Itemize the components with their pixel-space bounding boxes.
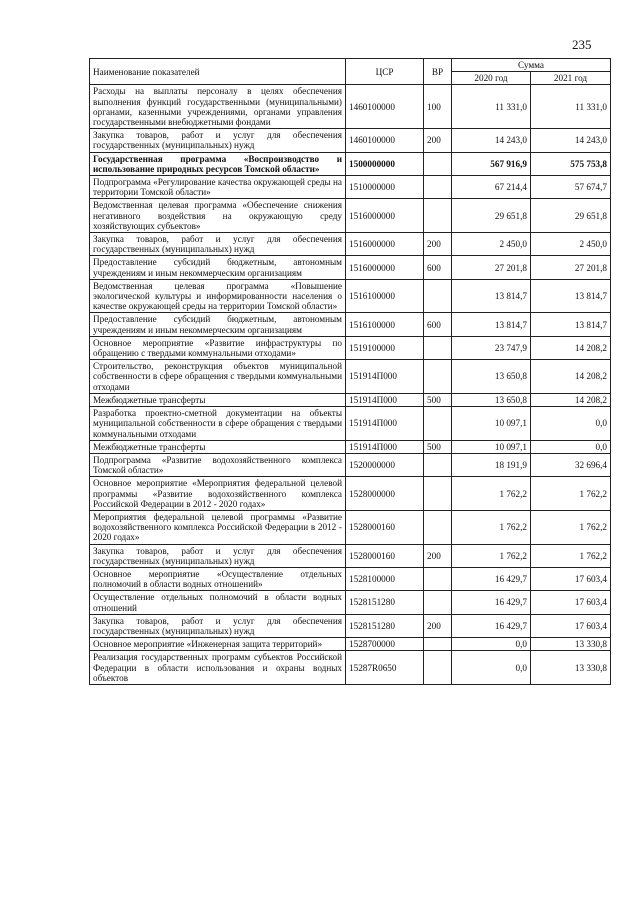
row-csr: 1519100000 xyxy=(346,336,424,359)
row-csr: 1460100000 xyxy=(346,85,424,129)
row-sum-2020: 67 214,4 xyxy=(452,176,531,199)
row-sum-2020: 29 651,8 xyxy=(452,199,531,233)
header-name: Наименование показателей xyxy=(90,59,346,85)
row-sum-2020: 13 814,7 xyxy=(452,313,531,336)
row-vr: 200 xyxy=(424,544,452,567)
row-csr: 15287R0650 xyxy=(346,651,424,685)
row-csr: 1528000160 xyxy=(346,544,424,567)
table-row xyxy=(90,233,611,256)
table-row xyxy=(90,199,611,233)
header-row xyxy=(90,59,611,72)
row-name: Ведомственная целевая программа «Обеспечение снижения негативного воздействия на окружающую среду хозяйствующих субъектов» xyxy=(90,199,346,233)
row-csr: 1510000000 xyxy=(346,176,424,199)
row-sum-2021: 2 450,0 xyxy=(531,233,611,256)
row-vr xyxy=(424,567,452,590)
row-sum-2021: 0,0 xyxy=(531,440,611,453)
page-number: 235 xyxy=(572,37,592,52)
table-row xyxy=(90,313,611,336)
row-sum-2020: 13 814,7 xyxy=(452,279,531,313)
row-sum-2021: 1 762,2 xyxy=(531,510,611,544)
row-csr: 151914П000 xyxy=(346,393,424,406)
row-sum-2021: 17 603,4 xyxy=(531,591,611,614)
row-csr: 1500000000 xyxy=(346,152,424,175)
row-csr: 151914П000 xyxy=(346,440,424,453)
row-csr: 1520000000 xyxy=(346,453,424,476)
row-sum-2020: 14 243,0 xyxy=(452,129,531,152)
table-row xyxy=(90,256,611,279)
header-csr: ЦСР xyxy=(346,59,424,85)
row-name: Основное мероприятие «Мероприятия федеральной целевой программы «Развитие водохозяйственного комплекса Российской Федерации в 2012 - 2020 годах» xyxy=(90,477,346,511)
row-name: Разработка проектно-сметной документации на объекты муниципальной собственности в сфере обращения с твердыми коммунальными отходами xyxy=(90,407,346,441)
table-row xyxy=(90,638,611,651)
row-sum-2020: 0,0 xyxy=(452,638,531,651)
row-sum-2021: 14 208,2 xyxy=(531,360,611,394)
row-name: Реализация государственных программ субъектов Российской Федерации в области использования и охраны водных объектов xyxy=(90,651,346,685)
row-name: Строительство, реконструкция объектов муниципальной собственности в сфере обращения с твердыми коммунальными отходами xyxy=(90,360,346,394)
table-row xyxy=(90,279,611,313)
row-vr: 500 xyxy=(424,393,452,406)
table-row xyxy=(90,453,611,476)
row-name: Основное мероприятие «Инженерная защита территорий» xyxy=(90,638,346,651)
row-sum-2021: 14 208,2 xyxy=(531,336,611,359)
row-sum-2021: 57 674,7 xyxy=(531,176,611,199)
row-sum-2021: 17 603,4 xyxy=(531,567,611,590)
row-csr: 1516000000 xyxy=(346,199,424,233)
row-csr: 1528000160 xyxy=(346,510,424,544)
table-row xyxy=(90,152,611,175)
table-row xyxy=(90,544,611,567)
table-row xyxy=(90,176,611,199)
row-name: Ведомственная целевая программа «Повышение экологической культуры и информированности населения о качестве окружающей среды на территории Томской области» xyxy=(90,279,346,313)
row-name: Закупка товаров, работ и услуг для обеспечения государственных (муниципальных) нужд xyxy=(90,233,346,256)
row-vr xyxy=(424,279,452,313)
row-vr xyxy=(424,360,452,394)
row-sum-2021: 13 330,8 xyxy=(531,651,611,685)
row-vr: 100 xyxy=(424,85,452,129)
row-name: Подпрограмма «Развитие водохозяйственного комплекса Томской области» xyxy=(90,453,346,476)
row-vr xyxy=(424,199,452,233)
row-vr: 200 xyxy=(424,233,452,256)
row-sum-2021: 13 330,8 xyxy=(531,638,611,651)
row-vr: 600 xyxy=(424,256,452,279)
row-sum-2021: 11 331,0 xyxy=(531,85,611,129)
row-sum-2021: 14 243,0 xyxy=(531,129,611,152)
row-csr: 1460100000 xyxy=(346,129,424,152)
row-sum-2021: 14 208,2 xyxy=(531,393,611,406)
table-row xyxy=(90,129,611,152)
row-sum-2021: 29 651,8 xyxy=(531,199,611,233)
row-sum-2020: 13 650,8 xyxy=(452,360,531,394)
header-sum: Сумма xyxy=(452,59,611,72)
row-name: Расходы на выплаты персоналу в целях обеспечения выполнения функций государственными (муниципальными) органами, казенными учреждениями, органами управления государственными внебюджетными фондами xyxy=(90,85,346,129)
row-csr: 151914П000 xyxy=(346,407,424,441)
row-sum-2020: 16 429,7 xyxy=(452,567,531,590)
row-sum-2020: 23 747,9 xyxy=(452,336,531,359)
row-sum-2021: 27 201,8 xyxy=(531,256,611,279)
row-name: Основное мероприятие «Осуществление отдельных полномочий в области водных отношений» xyxy=(90,567,346,590)
row-csr: 1528100000 xyxy=(346,567,424,590)
header-vr: ВР xyxy=(424,59,452,85)
row-sum-2020: 567 916,9 xyxy=(452,152,531,175)
row-vr xyxy=(424,510,452,544)
row-name: Подпрограмма «Регулирование качества окружающей среды на территории Томской области» xyxy=(90,176,346,199)
table-row xyxy=(90,85,611,129)
row-csr: 1528151280 xyxy=(346,591,424,614)
row-name: Межбюджетные трансферты xyxy=(90,393,346,406)
row-sum-2020: 1 762,2 xyxy=(452,544,531,567)
row-csr: 1528000000 xyxy=(346,477,424,511)
table-row xyxy=(90,360,611,394)
row-name: Предоставление субсидий бюджетным, автономным учреждениям и иным некоммерческим организациям xyxy=(90,313,346,336)
table-row xyxy=(90,567,611,590)
row-csr: 1516100000 xyxy=(346,279,424,313)
row-sum-2021: 32 696,4 xyxy=(531,453,611,476)
row-sum-2021: 1 762,2 xyxy=(531,477,611,511)
row-name: Осуществление отдельных полномочий в области водных отношений xyxy=(90,591,346,614)
row-vr xyxy=(424,453,452,476)
row-vr xyxy=(424,152,452,175)
row-csr: 151914П000 xyxy=(346,360,424,394)
row-csr: 1528700000 xyxy=(346,638,424,651)
table-row xyxy=(90,477,611,511)
row-sum-2020: 10 097,1 xyxy=(452,407,531,441)
table-row xyxy=(90,407,611,441)
table-row xyxy=(90,336,611,359)
row-sum-2020: 2 450,0 xyxy=(452,233,531,256)
table-row xyxy=(90,440,611,453)
row-csr: 1516000000 xyxy=(346,256,424,279)
row-sum-2020: 10 097,1 xyxy=(452,440,531,453)
row-vr xyxy=(424,591,452,614)
row-name: Государственная программа «Воспроизводство и использование природных ресурсов Томской области» xyxy=(90,152,346,175)
row-sum-2021: 575 753,8 xyxy=(531,152,611,175)
row-csr: 1516000000 xyxy=(346,233,424,256)
row-vr: 600 xyxy=(424,313,452,336)
row-vr xyxy=(424,407,452,441)
row-vr: 200 xyxy=(424,129,452,152)
table-row xyxy=(90,591,611,614)
header-2020: 2020 год xyxy=(452,72,531,85)
row-sum-2020: 1 762,2 xyxy=(452,510,531,544)
row-vr: 200 xyxy=(424,614,452,637)
row-vr xyxy=(424,477,452,511)
row-vr xyxy=(424,176,452,199)
row-sum-2021: 1 762,2 xyxy=(531,544,611,567)
row-csr: 1528151280 xyxy=(346,614,424,637)
row-sum-2020: 27 201,8 xyxy=(452,256,531,279)
table-row xyxy=(90,510,611,544)
table-row xyxy=(90,393,611,406)
row-name: Предоставление субсидий бюджетным, автономным учреждениям и иным некоммерческим организациям xyxy=(90,256,346,279)
header-2021: 2021 год xyxy=(531,72,611,85)
row-vr xyxy=(424,651,452,685)
row-sum-2020: 18 191,9 xyxy=(452,453,531,476)
row-sum-2021: 17 603,4 xyxy=(531,614,611,637)
row-vr: 500 xyxy=(424,440,452,453)
row-name: Закупка товаров, работ и услуг для обеспечения государственных (муниципальных) нужд xyxy=(90,129,346,152)
table-row xyxy=(90,651,611,685)
table-body xyxy=(90,85,611,685)
row-sum-2020: 11 331,0 xyxy=(452,85,531,129)
table-row xyxy=(90,614,611,637)
row-vr xyxy=(424,638,452,651)
row-sum-2020: 16 429,7 xyxy=(452,614,531,637)
row-vr xyxy=(424,336,452,359)
row-sum-2020: 13 650,8 xyxy=(452,393,531,406)
row-sum-2021: 13 814,7 xyxy=(531,279,611,313)
row-sum-2020: 1 762,2 xyxy=(452,477,531,511)
row-sum-2021: 0,0 xyxy=(531,407,611,441)
row-name: Закупка товаров, работ и услуг для обеспечения государственных (муниципальных) нужд xyxy=(90,614,346,637)
row-name: Закупка товаров, работ и услуг для обеспечения государственных (муниципальных) нужд xyxy=(90,544,346,567)
row-sum-2021: 13 814,7 xyxy=(531,313,611,336)
row-sum-2020: 16 429,7 xyxy=(452,591,531,614)
budget-table xyxy=(89,58,611,685)
row-csr: 1516100000 xyxy=(346,313,424,336)
row-sum-2020: 0,0 xyxy=(452,651,531,685)
row-name: Межбюджетные трансферты xyxy=(90,440,346,453)
row-name: Мероприятия федеральной целевой программы «Развитие водохозяйственного комплекса Российской Федерации в 2012 - 2020 годах» xyxy=(90,510,346,544)
row-name: Основное мероприятие «Развитие инфраструктуры по обращению с твердыми коммунальными отходами» xyxy=(90,336,346,359)
